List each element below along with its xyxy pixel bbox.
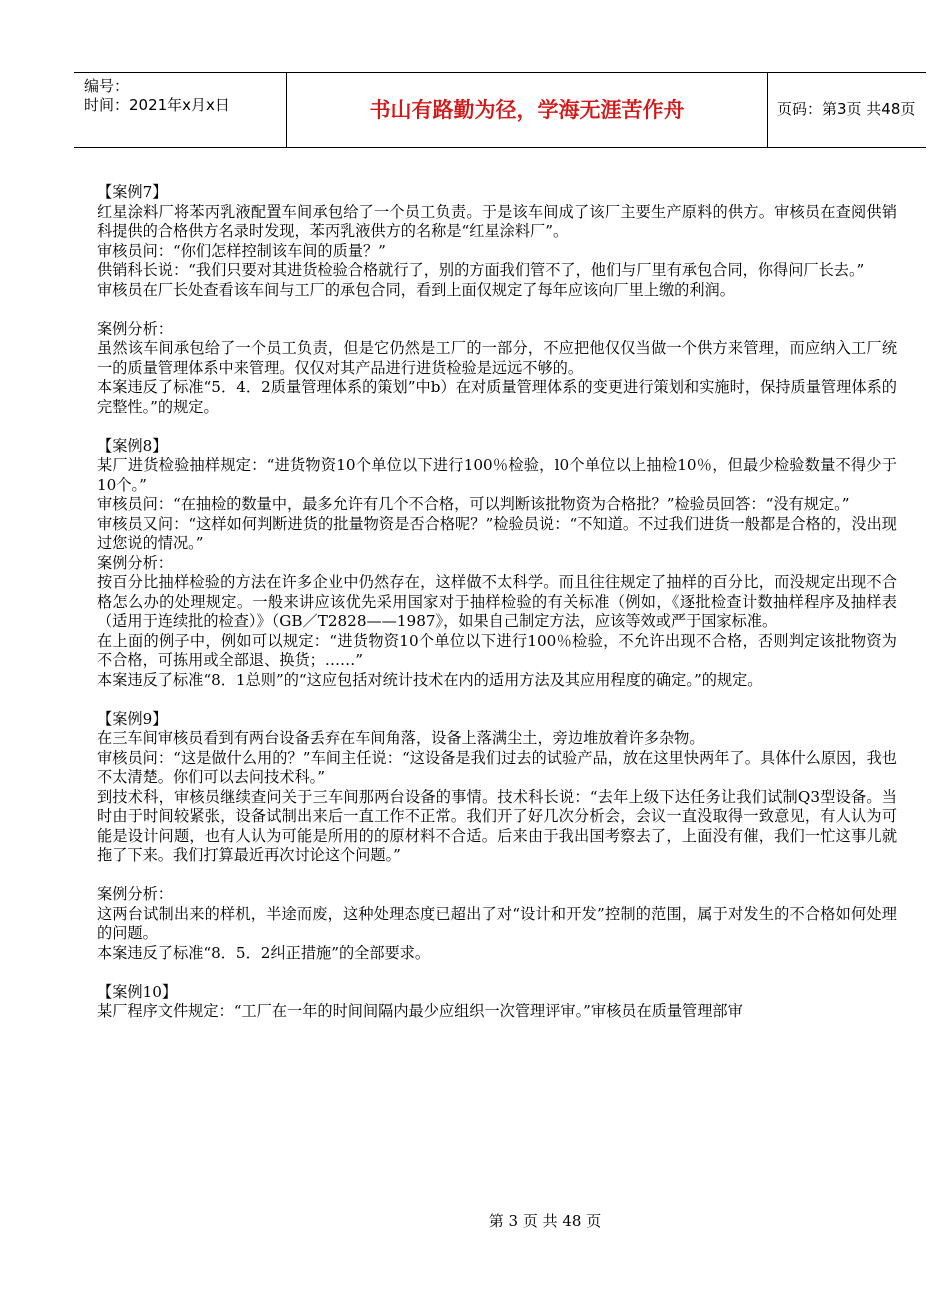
paragraph: 案例分析： <box>97 553 173 572</box>
paragraph-spacer <box>97 690 897 710</box>
paragraph: 审核员在厂长处查看该车间与工厂的承包合同，看到上面仅规定了每年应该向厂里上缴的利润。 <box>97 280 735 299</box>
paragraph: 审核员问：“你们怎样控制该车间的质量？” <box>97 241 386 260</box>
document-time-label: 时间：2021年x月x日 <box>84 96 230 114</box>
paragraph: 在上面的例子中，例如可以规定：“进货物资10个单位以下进行100％检验，不允许出现不合格，否则判定该批物资为不合格，可拣用或全部退、换货；……” <box>97 631 897 669</box>
header-motto-cell <box>286 73 768 147</box>
paragraph: 【案例10】 <box>97 982 178 1001</box>
paragraph: 【案例9】 <box>97 709 168 728</box>
document-number-label: 编号： <box>84 77 130 95</box>
header-left-cell <box>74 73 286 147</box>
paragraph: 按百分比抽样检验的方法在许多企业中仍然存在，这样做不太科学。而且往往规定了抽样的百分比，而没规定出现不合格怎么办的处理规定。一般来讲应该优先采用国家对于抽样检验的有关标准（例如，《逐批检查计数抽样程序及抽样表（适用于连续批的检查）》（GB／T2828——1987》，如果自己制定方法，应该等效或严于国家标准。 <box>97 573 897 630</box>
paragraph-spacer <box>97 300 897 320</box>
paragraph: 审核员又问：“这样如何判断进货的批量物资是否合格呢？”检验员说：“不知道。不过我们进货一般都是合格的，没出现过您说的情况。” <box>97 514 897 552</box>
paragraph-spacer <box>97 417 897 437</box>
paragraph: 【案例8】 <box>97 436 168 455</box>
paragraph: 某厂进货检验抽样规定：“进货物资10个单位以下进行100％检验，l0个单位以上抽检10％，但最少检验数量不得少于10个。” <box>97 456 897 494</box>
paragraph: 供销科长说：“我们只要对其进货检验合格就行了，别的方面我们管不了，他们与厂里有承包合同，你得问厂长去。” <box>97 261 865 279</box>
paragraph: 审核员问：“在抽检的数量中，最多允许有几个不合格，可以判断该批物资为合格批？”检验员回答：“没有规定。” <box>97 495 850 513</box>
header-motto: 书山有路勤为径，学海无涯苦作舟 <box>369 98 685 122</box>
page-footer <box>0 1212 950 1230</box>
paragraph: 某厂程序文件规定：“工厂在一年的时间间隔内最少应组织一次管理评审。”审核员在质量管理部审 <box>97 1002 743 1020</box>
paragraph: 本案违反了标准“5．4．2质量管理体系的策划”中b）在对质量管理体系的变更进行策划和实施时，保持质量管理体系的完整性。”的规定。 <box>97 378 897 416</box>
page-header <box>74 72 926 148</box>
paragraph: 到技术科，审核员继续查问关于三车间那两台设备的事情。技术科长说：“去年上级下达任务让我们试制Q3型设备。当时由于时间较紧张，设备试制出来后一直工作不正常。我们开了好几次分析会，会议一直没取得一致意见，有人认为可能是设计问题，也有人认为可能是所用的的原材料不合适。后来由于我出国考察去了，上面没有催，我们一忙这事儿就拖了下来。我们打算最近再次讨论这个问题。” <box>97 787 897 864</box>
paragraph: 案例分析： <box>97 319 173 338</box>
paragraph-spacer <box>97 963 897 983</box>
footer-page-number: 第 3 页 共 48 页 <box>488 1212 602 1230</box>
paragraph: 本案违反了标准“8．5．2纠正措施”的全部要求。 <box>97 943 431 962</box>
paragraph: 本案违反了标准“8．1总则”的“这应包括对统计技术在内的适用方法及其应用程度的确定。”的规定。 <box>97 670 763 689</box>
paragraph: 这两台试制出来的样机，半途而废，这种处理态度已超出了对“设计和开发”控制的范围，属于对发生的不合格如何处理的问题。 <box>97 904 897 942</box>
paragraph: 【案例7】 <box>97 183 168 201</box>
paragraph-spacer <box>97 866 897 886</box>
document-body <box>97 183 897 1022</box>
paragraph: 红星涂料厂将苯丙乳液配置车间承包给了一个员工负责。于是该车间成了该厂主要生产原料的供方。审核员在查阅供销科提供的合格供方名录时发现，苯丙乳液供方的名称是“红星涂料厂”。 <box>97 202 897 240</box>
paragraph: 在三车间审核员看到有两台设备丢弃在车间角落，设备上落满尘土，旁边堆放着许多杂物。 <box>97 729 705 747</box>
paragraph: 虽然该车间承包给了一个员工负责，但是它仍然是工厂的一部分，不应把他仅仅当做一个供方来管理，而应纳入工厂统一的质量管理体系中来管理。仅仅对其产品进行进货检验是远远不够的。 <box>97 339 897 377</box>
paragraph: 审核员问：“这是做什么用的？”车间主任说：“这设备是我们过去的试验产品，放在这里快两年了。具体什么原因，我也不太清楚。你们可以去问技术科。” <box>97 748 897 786</box>
header-page-info: 页码：第3页 共48页 <box>777 100 916 118</box>
header-page-cell <box>767 73 926 147</box>
paragraph: 案例分析： <box>97 885 173 903</box>
